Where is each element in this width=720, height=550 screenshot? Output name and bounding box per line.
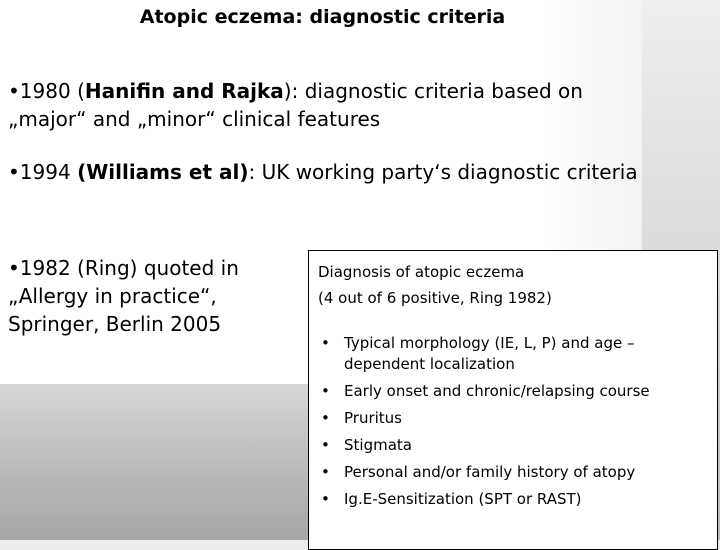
bullet-mark: •	[321, 382, 330, 400]
criteria-box-heading-line2: (4 out of 6 positive, Ring 1982)	[318, 289, 552, 307]
bullet-text-cont: „major“ and „minor“ clinical features	[8, 107, 381, 131]
bullet-mark: •	[321, 409, 330, 427]
authors: Hanifin and Rajka	[84, 79, 284, 103]
bullet-1980	[8, 77, 638, 133]
bullet-mark: •	[8, 160, 20, 184]
bullet-line: „Allergy in practice“,	[8, 284, 217, 308]
bullet-line: Springer, Berlin 2005	[8, 312, 222, 336]
criteria-box-heading	[318, 259, 552, 311]
list-item	[309, 381, 717, 402]
paren-close: ):	[283, 79, 299, 103]
list-item-text: Personal and/or family history of atopy	[344, 463, 636, 481]
bullet-mark: •	[321, 490, 330, 508]
bullet-line: 1982 (Ring) quoted in	[19, 256, 239, 280]
list-item	[309, 462, 717, 483]
list-item	[309, 435, 717, 456]
bullet-mark: •	[321, 463, 330, 481]
bullet-1982	[8, 254, 298, 338]
list-item	[309, 333, 717, 375]
bullet-1994	[8, 158, 638, 186]
paren-open: (	[77, 79, 85, 103]
bullet-text: UK working party‘s diagnostic criteria	[261, 160, 638, 184]
page-title: Atopic eczema: diagnostic criteria	[139, 6, 506, 28]
list-item	[309, 408, 717, 429]
bullet-mark: •	[321, 334, 330, 352]
authors: (Williams et al)	[77, 160, 249, 184]
colon: :	[248, 160, 256, 184]
bullet-mark: •	[321, 436, 330, 454]
bullet-year: 1994	[19, 160, 71, 184]
criteria-box-heading-line1: Diagnosis of atopic eczema	[318, 263, 525, 281]
criteria-box	[308, 250, 718, 550]
list-item-text: Early onset and chronic/relapsing course	[344, 382, 650, 400]
bullet-year: 1980	[19, 79, 71, 103]
criteria-list	[309, 333, 717, 516]
bullet-text: diagnostic criteria based on	[304, 79, 583, 103]
list-item-text: Ig.E-Sensitization (SPT or RAST)	[344, 490, 582, 508]
bullet-mark: •	[8, 79, 20, 103]
list-item	[309, 489, 717, 510]
list-item-text: Typical morphology (IE, L, P) and age – dependent localization	[344, 334, 635, 373]
bullet-mark: •	[8, 256, 20, 280]
bottom-decor-area	[0, 384, 312, 540]
list-item-text: Stigmata	[344, 436, 412, 454]
list-item-text: Pruritus	[344, 409, 402, 427]
